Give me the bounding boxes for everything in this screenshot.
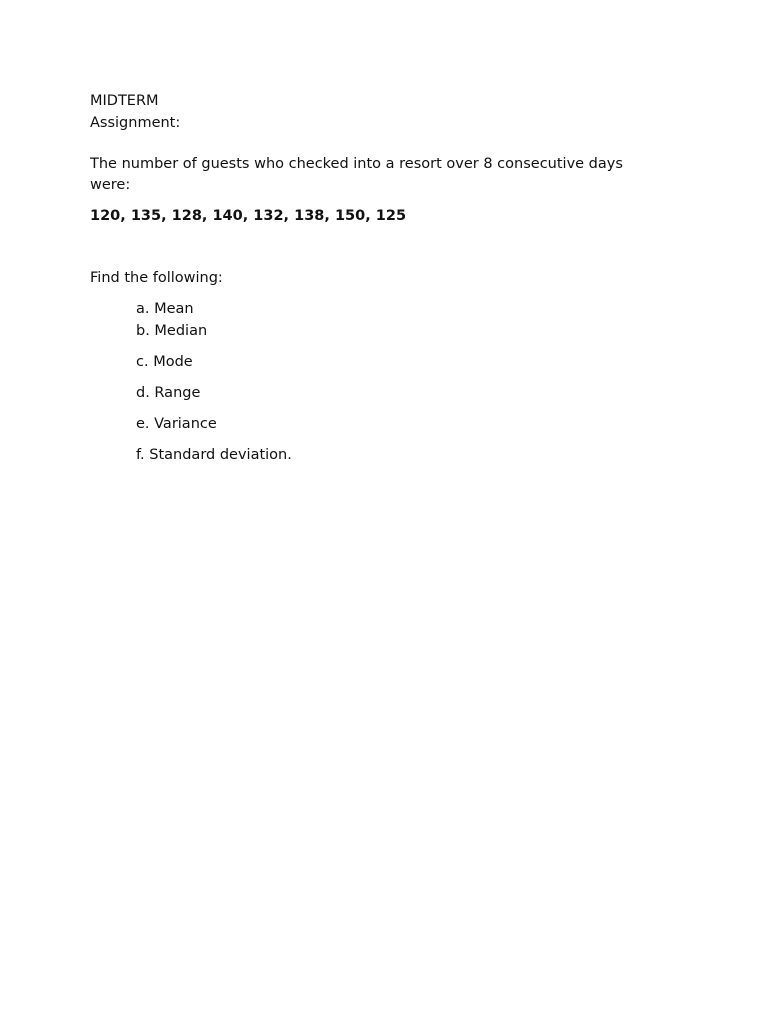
- list-item-mode: c. Mode: [136, 354, 193, 370]
- list-item-range: d. Range: [136, 385, 201, 401]
- list-item-mean: a. Mean: [136, 301, 194, 317]
- list-item-median: b. Median: [136, 323, 208, 339]
- list-item-standard-deviation: f. Standard deviation.: [136, 447, 292, 463]
- document-subheading: Assignment:: [90, 115, 181, 131]
- problem-statement: The number of guests who checked into a resort over 8 consecutive days were:: [90, 156, 623, 193]
- data-values: 120, 135, 128, 140, 132, 138, 150, 125: [90, 208, 407, 224]
- list-item-variance: e. Variance: [136, 416, 217, 432]
- instruction-text: Find the following:: [90, 270, 223, 286]
- document-heading: MIDTERM: [90, 93, 159, 109]
